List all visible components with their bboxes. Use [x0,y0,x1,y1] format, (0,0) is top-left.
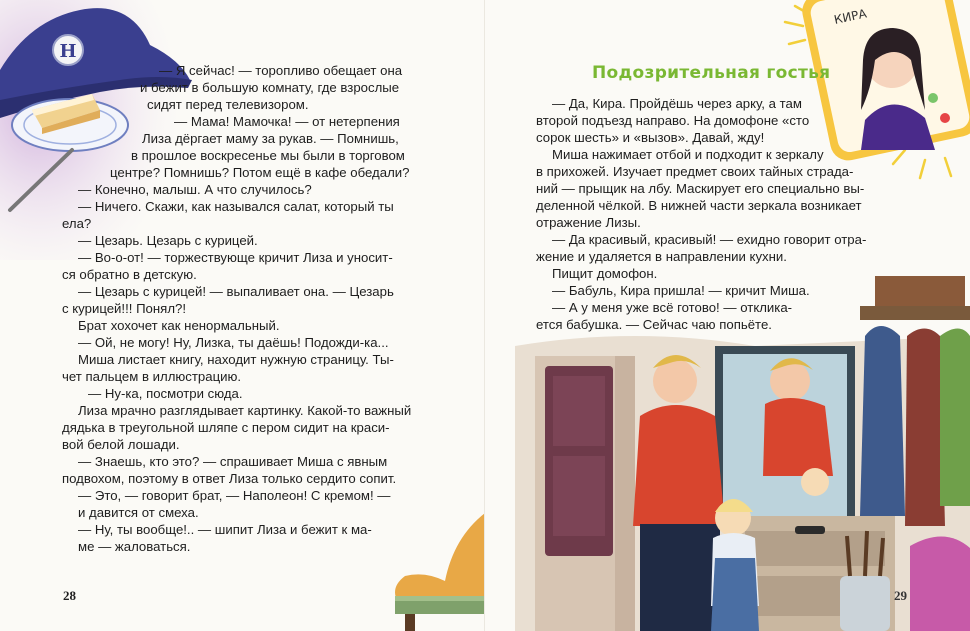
right-page [485,0,970,631]
paragraph-line: Лиза мрачно разглядывает картинку. Какой-то важный [78,403,412,418]
paragraph-line: центре? Помнишь? Потом ещё в кафе обедали? [110,165,410,180]
paragraph-line: ний — прыщик на лбу. Маскирует его специально вы- [536,181,865,196]
paragraph-line: подвохом, поэтому в ответ Лиза только сердито сопит. [62,471,397,486]
paragraph-line: отражение Лизы. [536,215,641,230]
paragraph-line: — Да, Кира. Пройдёшь через арку, а там [552,96,802,111]
cat-on-stool-illustration [385,471,485,631]
paragraph-line: — Это, — говорит брат, — Наполеон! С кремом! — [78,488,391,503]
paragraph-line: в прихожей. Изучает предмет своих тайных страда- [536,164,854,179]
phone-caller-name: КИРА [832,6,868,27]
paragraph-line: Миша нажимает отбой и подходит к зеркалу [552,147,824,162]
paragraph-line: ется бабушка. — Сейчас чаю попьёте. [536,317,772,332]
paragraph-line: Лиза дёргает маму за рукав. — Помнишь, [142,131,399,146]
paragraph-line: — Мама! Мамочка! — от нетерпения [174,114,400,129]
paragraph-line: — А у меня уже всё готово! — отклика- [552,300,793,315]
paragraph-line: второй подъезд направо. На домофоне «сто [536,113,810,128]
paragraph-line: — Цезарь. Цезарь с курицей. [78,233,258,248]
left-page-text [62,62,411,555]
paragraph-line: — Знаешь, кто это? — спрашивает Миша с явным [78,454,388,469]
paragraph-line: — Ну-ка, посмотри сюда. [88,386,243,401]
paragraph-line: сорок шесть» и «вызов». Давай, жду! [536,130,765,145]
paragraph-line: Брат хохочет как ненормальный. [78,318,280,333]
paragraph-line: — Во-о-от! — торжествующе кричит Лиза и уносит- [78,250,393,265]
paragraph-line: Миша листает книгу, находит нужную страницу. Ты- [78,352,394,367]
page-number-left: 28 [63,588,76,603]
paragraph-line: — Конечно, малыш. А что случилось? [78,182,312,197]
paragraph-line: Пищит домофон. [552,266,658,281]
chapter-heading: Подозрительная гостья [592,63,831,83]
hallway-mirror-illustration [515,276,970,631]
paragraph-line: — Цезарь с курицей! — выпаливает она. — Цезарь [78,284,394,299]
paragraph-line: жение и удаляется в направлении кухни. [536,249,787,264]
paragraph-line: с курицей!!! Понял?! [62,301,187,316]
paragraph-line: ела? [62,216,92,231]
paragraph-line: вой белой лошади. [62,437,180,452]
paragraph-line: — Ну, ты вообще!.. — шипит Лиза и бежит к ма- [78,522,372,537]
paragraph-line: ме — жаловаться. [78,539,191,554]
paragraph-line: — Бабуль, Кира пришла! — кричит Миша. [552,283,810,298]
paragraph-line: в прошлое воскресенье мы были в торговом [131,148,405,163]
paragraph-line: ся обратно в детскую. [62,267,197,282]
paragraph-line: — Ничего. Скажи, как назывался салат, который ты [78,199,394,214]
page-number-right: 29 [894,588,907,603]
hat-letter: Н [59,41,77,62]
paragraph-line: и давится от смеха. [78,505,199,520]
paragraph-line: — Да красивый, красивый! — ехидно говорит отра- [552,232,867,247]
paragraph-line: и бежит в большую комнату, где взрослые [140,80,400,95]
paragraph-line: чет пальцем в иллюстрацию. [62,369,242,384]
paragraph-line: дядька в треугольной шляпе с пером сидит на краси- [62,420,390,435]
paragraph-line: — Я сейчас! — торопливо обещает она [159,63,403,78]
paragraph-line: сидят перед телевизором. [147,97,309,112]
paragraph-line: — Ой, не могу! Ну, Лизка, ты даёшь! Подожди-ка... [78,335,389,350]
paragraph-line: деленной чёлкой. В нижней части зеркала возникает [536,198,862,213]
